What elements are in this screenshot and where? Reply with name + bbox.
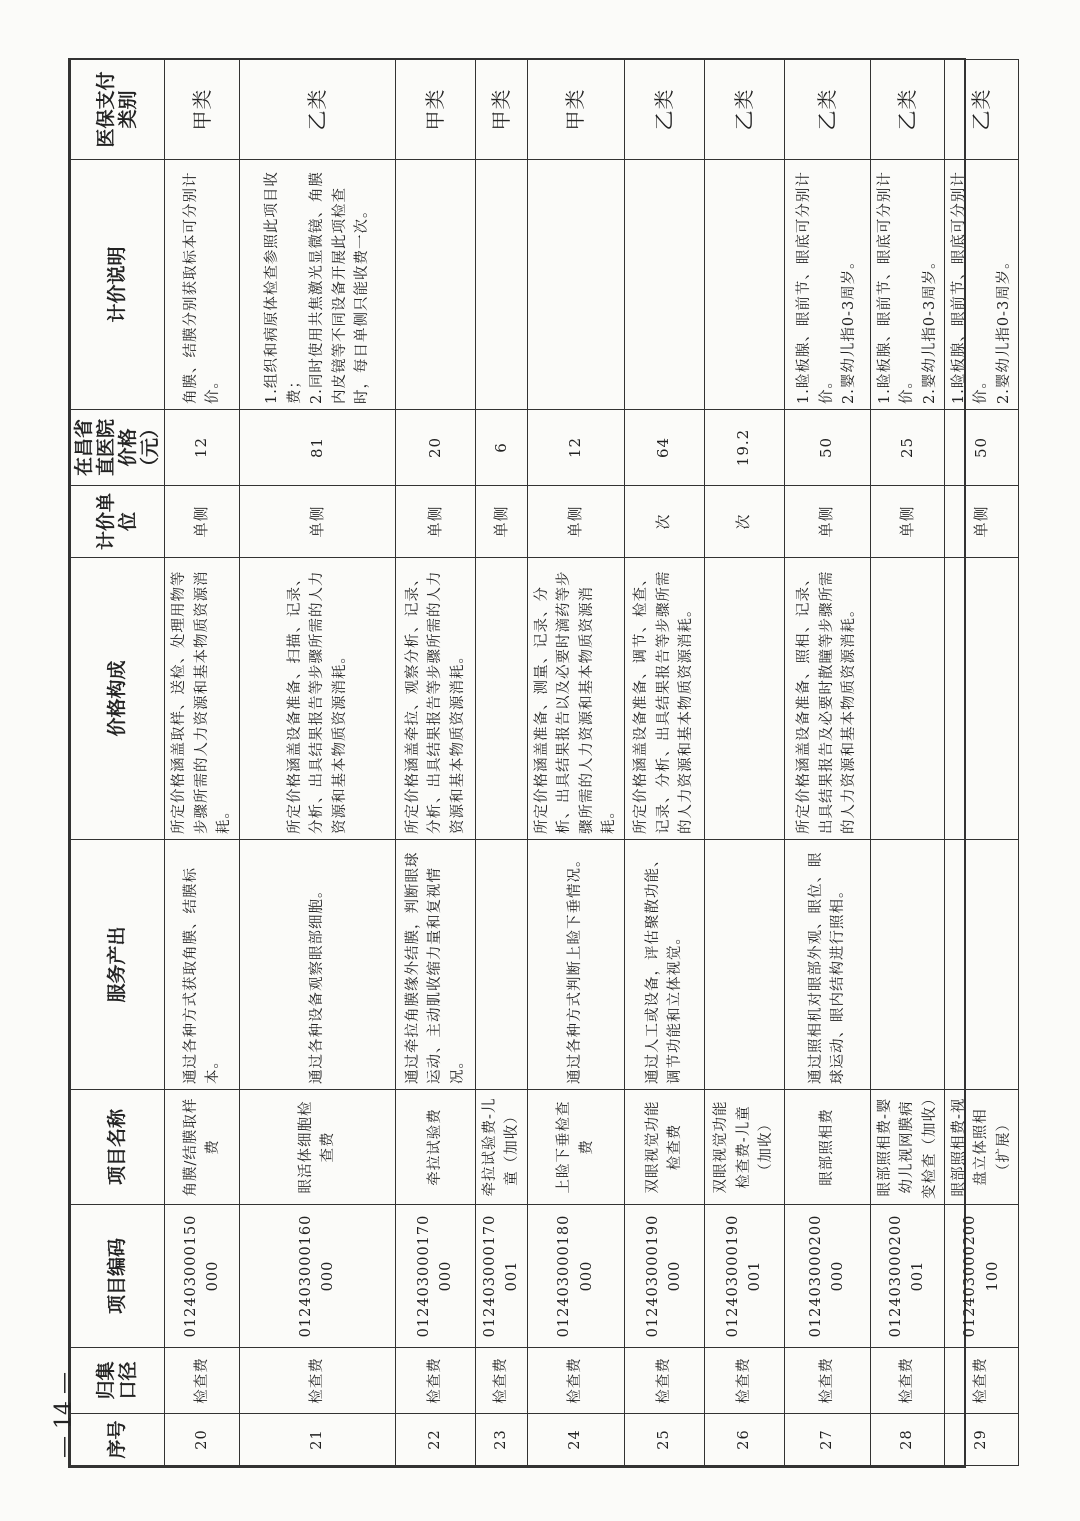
cell-composition [870, 558, 944, 840]
cell-price: 12 [527, 410, 624, 486]
cell-seq: 22 [395, 1414, 475, 1466]
cell-code: 012403000170001 [475, 1205, 527, 1348]
cell-note [704, 160, 784, 410]
cell-note: 角膜、结膜分别获取标本可分别计价。 [165, 160, 239, 410]
cell-note: 1.睑板腺、眼前节、眼底可分别计价。 2.婴幼儿指0-3周岁。 [784, 160, 870, 410]
cell-category: 检查费 [945, 1348, 1019, 1414]
cell-category: 检查费 [784, 1348, 870, 1414]
cell-output: 通过各种设备观察眼部细胞。 [239, 840, 395, 1090]
cell-name: 眼部照相费-婴幼儿视网膜病变检查（加收） [870, 1090, 944, 1205]
cell-insurance: 乙类 [784, 60, 870, 160]
table-row [945, 60, 1019, 1466]
cell-category: 检查费 [527, 1348, 624, 1414]
cell-note: 1.睑板腺、眼前节、眼底可分别计价。 2.婴幼儿指0-3周岁。 [870, 160, 944, 410]
cell-code: 012403000160000 [239, 1205, 395, 1348]
cell-insurance: 乙类 [624, 60, 704, 160]
cell-name: 双眼视觉功能检查费-儿童（加收） [704, 1090, 784, 1205]
cell-name: 眼活体细胞检查费 [239, 1090, 395, 1205]
cell-seq: 24 [527, 1414, 624, 1466]
cell-category: 检查费 [870, 1348, 944, 1414]
cell-price: 64 [624, 410, 704, 486]
cell-unit: 单侧 [475, 486, 527, 558]
cell-note [475, 160, 527, 410]
cell-seq: 23 [475, 1414, 527, 1466]
cell-price: 25 [870, 410, 944, 486]
price-table-frame [68, 58, 1012, 1468]
cell-code: 012403000200100 [945, 1205, 1019, 1348]
header-seq: 序号 [71, 1414, 165, 1466]
cell-unit: 次 [624, 486, 704, 558]
cell-output: 通过人工或设备，评估聚散功能、调节功能和立体视觉。 [624, 840, 704, 1090]
header-price: 在昌省直医院价格（元） [71, 410, 165, 486]
cell-insurance: 甲类 [527, 60, 624, 160]
cell-note [527, 160, 624, 410]
cell-name: 双眼视觉功能检查费 [624, 1090, 704, 1205]
cell-category: 检查费 [704, 1348, 784, 1414]
cell-name: 上睑下垂检查费 [527, 1090, 624, 1205]
cell-category: 检查费 [624, 1348, 704, 1414]
cell-name: 角膜/结膜取样费 [165, 1090, 239, 1205]
table-header-row [71, 60, 165, 1466]
cell-output: 通过各种方式获取角膜、结膜标本。 [165, 840, 239, 1090]
cell-seq: 21 [239, 1414, 395, 1466]
cell-composition [704, 558, 784, 840]
cell-category: 检查费 [395, 1348, 475, 1414]
cell-output [945, 840, 1019, 1090]
cell-price: 20 [395, 410, 475, 486]
table-row [870, 60, 944, 1466]
cell-name: 眼部照相费-视盘立体照相（扩展） [945, 1090, 1019, 1205]
table-row [784, 60, 870, 1466]
cell-output [870, 840, 944, 1090]
table-row [704, 60, 784, 1466]
cell-code: 012403000200001 [870, 1205, 944, 1348]
cell-seq: 26 [704, 1414, 784, 1466]
cell-price: 50 [945, 410, 1019, 486]
cell-composition: 所定价格涵盖取样、送检、处理用物等步骤所需的人力资源和基本物质资源消耗。 [165, 558, 239, 840]
cell-unit: 单侧 [945, 486, 1019, 558]
cell-price: 81 [239, 410, 395, 486]
cell-output: 通过照相机对眼部外观、眼位、眼球运动、眼内结构进行照相。 [784, 840, 870, 1090]
cell-output: 通过牵拉角膜缘外结膜，判断眼球运动、主动肌收缩力量和复视情况。 [395, 840, 475, 1090]
cell-unit: 单侧 [239, 486, 395, 558]
cell-insurance: 乙类 [945, 60, 1019, 160]
table-row [624, 60, 704, 1466]
header-output: 服务产出 [71, 840, 165, 1090]
cell-note: 1.睑板腺、眼前节、眼底可分别计价。 2.婴幼儿指0-3周岁。 [945, 160, 1019, 410]
cell-output [475, 840, 527, 1090]
cell-note: 1.组织和病原体检查参照此项目收费； 2.同时使用共焦激光显微镜、角膜内皮镜等不同设备开展此项检查时，每日单侧只能收费一次。 [239, 160, 395, 410]
cell-unit: 单侧 [784, 486, 870, 558]
cell-price: 19.2 [704, 410, 784, 486]
cell-composition: 所定价格涵盖准备、测量、记录、分析、出具结果报告以及必要时滴药等步骤所需的人力资源和基本物质资源消耗。 [527, 558, 624, 840]
table-body [165, 60, 1019, 1466]
cell-insurance: 甲类 [475, 60, 527, 160]
cell-seq: 27 [784, 1414, 870, 1466]
header-name: 项目名称 [71, 1090, 165, 1205]
cell-category: 检查费 [165, 1348, 239, 1414]
cell-insurance: 乙类 [870, 60, 944, 160]
cell-insurance: 乙类 [239, 60, 395, 160]
cell-code: 012403000200000 [784, 1205, 870, 1348]
cell-code: 012403000190001 [704, 1205, 784, 1348]
cell-seq: 28 [870, 1414, 944, 1466]
page-number: — 14 — [51, 1372, 77, 1458]
cell-composition: 所定价格涵盖设备准备、扫描、记录、分析、出具结果报告等步骤所需的人力资源和基本物质资源消耗。 [239, 558, 395, 840]
cell-code: 012403000170000 [395, 1205, 475, 1348]
rotated-table-container [70, 60, 1012, 1466]
page-number-box [44, 1360, 84, 1470]
cell-code: 012403000150000 [165, 1205, 239, 1348]
cell-insurance: 甲类 [395, 60, 475, 160]
cell-price: 50 [784, 410, 870, 486]
cell-seq: 25 [624, 1414, 704, 1466]
table-row [395, 60, 475, 1466]
cell-composition: 所定价格涵盖设备准备、调节、检查、记录、分析、出具结果报告等步骤所需的人力资源和基本物质资源消耗。 [624, 558, 704, 840]
header-note: 计价说明 [71, 160, 165, 410]
header-code: 项目编码 [71, 1205, 165, 1348]
cell-name: 牵拉试验费-儿童（加收） [475, 1090, 527, 1205]
cell-unit: 单侧 [165, 486, 239, 558]
cell-output: 通过各种方式判断上睑下垂情况。 [527, 840, 624, 1090]
table-row [475, 60, 527, 1466]
cell-unit: 次 [704, 486, 784, 558]
table-row [165, 60, 239, 1466]
cell-category: 检查费 [475, 1348, 527, 1414]
table-row [527, 60, 624, 1466]
header-insurance: 医保支付类别 [71, 60, 165, 160]
cell-price: 12 [165, 410, 239, 486]
cell-category: 检查费 [239, 1348, 395, 1414]
cell-unit: 单侧 [870, 486, 944, 558]
cell-name: 眼部照相费 [784, 1090, 870, 1205]
cell-insurance: 乙类 [704, 60, 784, 160]
cell-name: 牵拉试验费 [395, 1090, 475, 1205]
cell-insurance: 甲类 [165, 60, 239, 160]
cell-code: 012403000180000 [527, 1205, 624, 1348]
cell-composition: 所定价格涵盖牵拉、观察分析、记录、分析、出具结果报告等步骤所需的人力资源和基本物质资源消耗。 [395, 558, 475, 840]
cell-code: 012403000190000 [624, 1205, 704, 1348]
cell-seq: 20 [165, 1414, 239, 1466]
cell-note [624, 160, 704, 410]
cell-unit: 单侧 [395, 486, 475, 558]
cell-seq: 29 [945, 1414, 1019, 1466]
header-category: 归集口径 [71, 1348, 165, 1414]
cell-unit: 单侧 [527, 486, 624, 558]
cell-note [395, 160, 475, 410]
header-composition: 价格构成 [71, 558, 165, 840]
price-table [70, 59, 1019, 1466]
cell-composition [475, 558, 527, 840]
cell-price: 6 [475, 410, 527, 486]
cell-composition [945, 558, 1019, 840]
cell-output [704, 840, 784, 1090]
header-unit: 计价单位 [71, 486, 165, 558]
cell-composition: 所定价格涵盖设备准备、照相、记录、出具结果报告及必要时散瞳等步骤所需的人力资源和基本物质资源消耗。 [784, 558, 870, 840]
table-row [239, 60, 395, 1466]
